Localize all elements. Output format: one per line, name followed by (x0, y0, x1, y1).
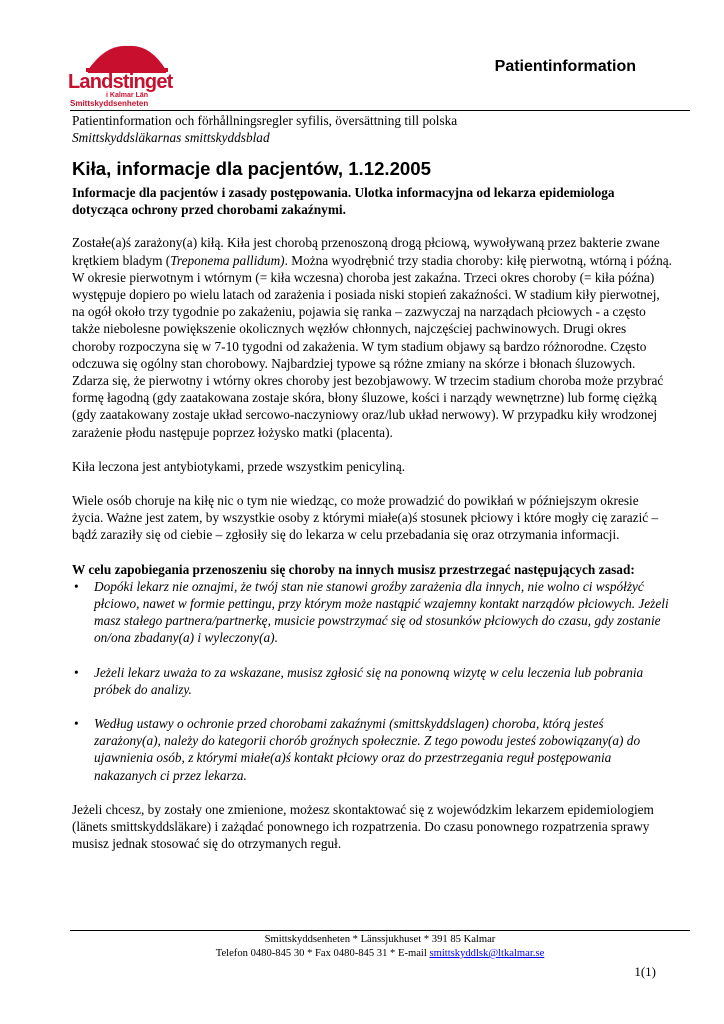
header-divider (70, 110, 690, 111)
bullet-icon: • (74, 664, 79, 680)
footer-contact (70, 947, 690, 961)
paragraph-treatment: Kiła leczona jest antybiotykami, przede wszystkim penicyliną. (72, 458, 406, 474)
rule-text: Według ustawy o ochronie przed chorobami zakaźnymi (smittskyddslagen) choroba, którą jesteś zarażony(a), należy do kategorii chorób groźnych społecznie. Z tego powodu jesteś zobowiązany(a) do ujawnienia osób, z którymi miałe(a)ś kontakt płciowy oraz do przestrzegania reguł postępowania nakazanych ci przez lekarza. (94, 716, 641, 783)
document-meta (72, 112, 457, 146)
paragraph-closing: Jeżeli chcesz, by zostały one zmienione, możesz skontaktować się z wojewódzkim lekarzem epidemiologiem (länets smittskyddsläkare) i zażądać ponownego ich rozpatrzenia. Do czasu ponownego rozpatrzenia sprawy musisz jednak stosować się do otrzymanych reguł. (72, 801, 654, 852)
page-number: 1(1) (634, 964, 656, 979)
footer-divider (70, 930, 690, 931)
rules-list (72, 578, 672, 784)
paragraph-disease-description (72, 234, 672, 440)
list-item (72, 664, 672, 698)
bullet-icon: • (74, 716, 79, 732)
paragraph-contact-tracing: Wiele osób choruje na kiłę nic o tym nie wiedząc, co może prowadzić do powikłań w późniejszym okresie życia. Ważne jest zatem, by wszystkie osoby z którymi miałe(a)ś stosunek płciowy i które mogły cię zarazić – bądź zaraziły się od ciebie – zgłosiły się do lekarza w celu przebadania się oraz otrzymania informacji. (72, 493, 659, 543)
footer (70, 933, 690, 961)
document-body (72, 158, 672, 870)
svg-text:i Kalmar Län: i Kalmar Län (106, 92, 149, 99)
pathogen-name: Treponema pallidum) (170, 252, 285, 268)
email-link[interactable]: smittskyddlsk@ltkalmar.se (429, 948, 545, 959)
paragraph-text: Zostałe(a)ś zarażony(a) kiłą. Kiła jest chorobą przenoszoną drogą płciową, wywoływaną przez bakterie zwane krętkiem bladym ( (72, 235, 660, 268)
meta-series: Smittskyddsläkarnas smittskyddsblad (72, 130, 270, 145)
document-lead: Informacje dla pacjentów i zasady postępowania. Ulotka informacyjna od lekarza epidemiologa dotycząca ochrony przed chorobami zakaźnymi. (72, 185, 615, 218)
paragraph-text: . Można wyodrębnić trzy stadia choroby: kiłę pierwotną, wtórną i późną. W okresie pierwotnym i wtórnym (= kiła wczesna) choroba jest zakaźna. Trzeci okres choroby (= kiła późna) występuje dopiero po wielu latach od zarażenia i posiada niski stopień zakaźności. W stadium kiły pierwotnej, na ogół około trzy tygodnie po zakażeniu, pojawia się ranka – zazwyczaj na narządach płciowych - a często także niebolesne powiększenie okolicznych węzłów chłonnych, najczęściej pachwinowych. Drugi okres choroby rozpoczyna się w 7-10 tygodni od zakażenia. W tym stadium objawy są bardzo różnorodne. Często odczuwa się ogólny stan chorobowy. Najbardziej typowe są różne zmiany na skórze i błonach śluzowych. Zdarza się, że pierwotny i wtórny okres choroby jest bezobjawowy. W trzecim stadium choroba może przybrać formę łagodną (gdy zaatakowana zostaje skóra, błony śluzowe, kości i narządy wewnętrzne) lub formę ciężką (gdy zaatakowany zostaje układ sercowo-naczyniowy oraz/lub układ nerwowy). W przypadku kiły wrodzonej zarażenie płodu następuje poprzez łożysko matki (placenta). (72, 252, 672, 440)
svg-text:Landstinget: Landstinget (68, 71, 173, 93)
footer-phone-fax: Telefon 0480-845 30 * Fax 0480-845 31 * E-mail (215, 948, 430, 959)
header-title: Patientinformation (494, 58, 636, 75)
unit-name: Smittskyddsenheten (70, 99, 149, 108)
document-title: Kiła, informacje dla pacjentów, 1.12.2005 (72, 158, 431, 179)
rule-text: Dopóki lekarz nie oznajmi, że twój stan nie stanowi groźby zarażenia dla innych, nie wolno ci współżyć płciowo, nawet w formie pettingu, przy którym może nastąpić wzajemny kontakt narządów płciowych. Jeżeli masz stałego partnera/partnerkę, musicie powstrzymać się od stosunków płciowych do czasu, gdy zostanie on/ona zbadany(a) i wyleczony(a). (94, 578, 669, 646)
list-item (72, 578, 672, 647)
bullet-icon: • (74, 578, 79, 594)
meta-description: Patientinformation och förhållningsregler syfilis, översättning till polska (72, 113, 458, 128)
list-item (72, 715, 672, 784)
rule-text: Jeżeli lekarz uważa to za wskazane, musisz zgłosić się na ponowną wizytę w celu leczenia lub pobrania próbek do analizy. (94, 664, 644, 697)
footer-address: Smittskyddsenheten * Länssjukhuset * 391 85 Kalmar (264, 934, 496, 945)
rules-heading: W celu zapobiegania przenoszeniu się choroby na innych musisz przestrzegać następujących zasad: (72, 561, 635, 577)
